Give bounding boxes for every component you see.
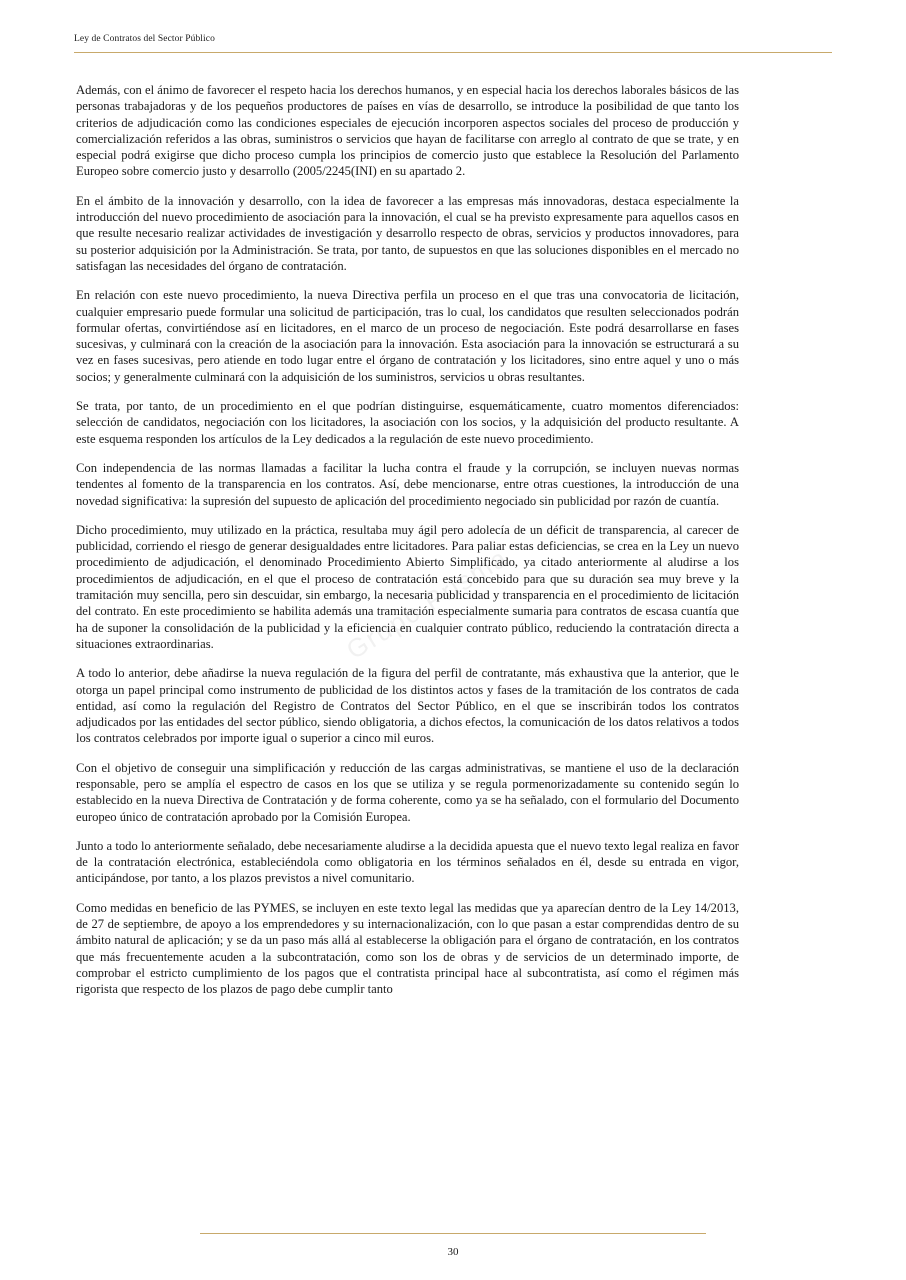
paragraph: Con independencia de las normas llamadas a facilitar la lucha contra el fraude y la corrupción, se incluyen nuevas normas tendentes al fomento de la transparencia en los contratos. Así, debe mencionarse, entre otras cuestiones, la introducción de una novedad significativa: la supresión del supuesto de aplicación del procedimiento negociado sin publicidad por razón de cuantía. bbox=[76, 460, 739, 508]
paragraph: Se trata, por tanto, de un procedimiento en el que podrían distinguirse, esquemáticamente, cuatro momentos diferenciados: selección de candidatos, negociación con los licitadores, la asociación con los socios, y la adquisición del producto resultante. A este esquema responden los artículos de la Ley dedicados a la regulación de este nuevo procedimiento. bbox=[76, 399, 739, 446]
paragraph: Con el objetivo de conseguir una simplificación y reducción de las cargas administrativas, se mantiene el uso de la declaración responsable, pero se amplía el espectro de casos en los que se utiliza y se regula pormenorizadamente su contenido según lo establecido en la nueva Directiva de Contratación y de forma coherente, como ya se ha señalado, con el formulario del Documento europeo único de contratación aprobado por la Comisión Europea. bbox=[76, 760, 739, 824]
paragraph: Junto a todo lo anteriormente señalado, debe necesariamente aludirse a la decidida apuesta que el nuevo texto legal realiza en favor de la contratación electrónica, estableciéndola como obligatoria en los términos señalados en él, desde su entrada en vigor, anticipándose, por tanto, a los plazos previstos a nivel comunitario. bbox=[76, 838, 739, 886]
document-body bbox=[76, 82, 739, 1011]
paragraph: Como medidas en beneficio de las PYMES, se incluyen en este texto legal las medidas que ya aparecían dentro de la Ley 14/2013, de 27 de septiembre, de apoyo a los emprendedores y su internacionalización, con lo que pasan a estar comprendidas dentro de su ámbito natural de aplicación; y se da un paso más allá al establecerse la obligación para el órgano de contratación, en los contratos que más frecuentemente acuden a la subcontratación, como son los de obras y de servicios de un determinado importe, de comprobar el estricto cumplimiento de los pagos que el contratista principal hace al subcontratista, así como el régimen más rigorista que respecto de los plazos de pago debe cumplir tanto bbox=[76, 900, 739, 997]
footer-divider bbox=[200, 1233, 706, 1234]
watermark: Grupo Prisma bbox=[341, 541, 514, 666]
page-header: Ley de Contratos del Sector Público bbox=[74, 34, 215, 44]
paragraph: En relación con este nuevo procedimiento, la nueva Directiva perfila un proceso en el que tras una convocatoria de licitación, cualquier empresario puede formular una solicitud de participación, tras lo cual, los candidatos que resulten seleccionados podrán formular ofertas, convirtiéndose así en licitadores, en el marco de un proceso de negociación. Este podrá desarrollarse en fases sucesivas, y culminará con la creación de la asociación para la innovación. Esta asociación para la innovación se estructurará a su vez en fases sucesivas, pero atiende en todo lugar entre el órgano de contratación y los licitadores, sino entre aquel y uno o más socios; y generalmente culminará con la adquisición de los suministros, servicios u obras resultantes. bbox=[76, 288, 739, 384]
paragraph: Dicho procedimiento, muy utilizado en la práctica, resultaba muy ágil pero adolecía de un déficit de transparencia, al carecer de publicidad, corriendo el riesgo de generar desigualdades entre licitadores. Para paliar estas deficiencias, se crea en la Ley un nuevo procedimiento de adjudicación, el denominado Procedimiento Abierto Simplificado, ya citado anteriormente al aludirse a los procedimientos de adjudicación, en el que el proceso de contratación está concebido para que su duración sea muy breve y la tramitación muy sencilla, pero sin descuidar, sin embargo, la necesaria publicidad y transparencia en el procedimiento de licitación del contrato. En este procedimiento se habilita además una tramitación especialmente sumaria para contratos de escasa cuantía que ha de suponer la consolidación de la publicidad y la eficiencia en cualquier contrato público, reduciendo la contratación directa a situaciones extraordinarias. bbox=[76, 522, 739, 651]
header-divider bbox=[74, 52, 832, 53]
page-number: 30 bbox=[447, 1246, 459, 1258]
paragraph: Además, con el ánimo de favorecer el respeto hacia los derechos humanos, y en especial hacia los derechos laborales básicos de las personas trabajadoras y de los pequeños productores de países en vías de desarrollo, se introduce la posibilidad de que tanto los criterios de adjudicación como las condiciones especiales de ejecución incorporen aspectos sociales del proceso de producción y comercialización referidos a las obras, suministros o servicios que hayan de facilitarse con arreglo al contrato de que se trate, y en especial podrá exigirse que dicho proceso cumpla los principios de comercio justo que establece la Resolución del Parlamento Europeo sobre comercio justo y desarrollo (2005/2245(INI) en su apartado 2. bbox=[76, 83, 739, 179]
paragraph: En el ámbito de la innovación y desarrollo, con la idea de favorecer a las empresas más innovadoras, destaca especialmente la introducción del nuevo procedimiento de asociación para la innovación, el cual se ha previsto expresamente para aquellos casos en que resulte necesario realizar actividades de investigación y desarrollo respecto de obras, servicios y productos innovadores, para su posterior adquisición por la Administración. Se trata, por tanto, de supuestos en que las soluciones disponibles en el mercado no satisfagan las necesidades del órgano de contratación. bbox=[76, 193, 739, 273]
paragraph: A todo lo anterior, debe añadirse la nueva regulación de la figura del perfil de contratante, más exhaustiva que la anterior, que le otorga un papel principal como instrumento de publicidad de los distintos actos y fases de la tramitación de los contratos de cada entidad, así como la regulación del Registro de Contratos del Sector Público, en el que se inscribirán todos los contratos adjudicados por las entidades del sector público, siendo obligatoria, a dichos efectos, la comunicación de los datos relativos a todos los contratos celebrados por importe igual o superior a cinco mil euros. bbox=[76, 666, 739, 746]
